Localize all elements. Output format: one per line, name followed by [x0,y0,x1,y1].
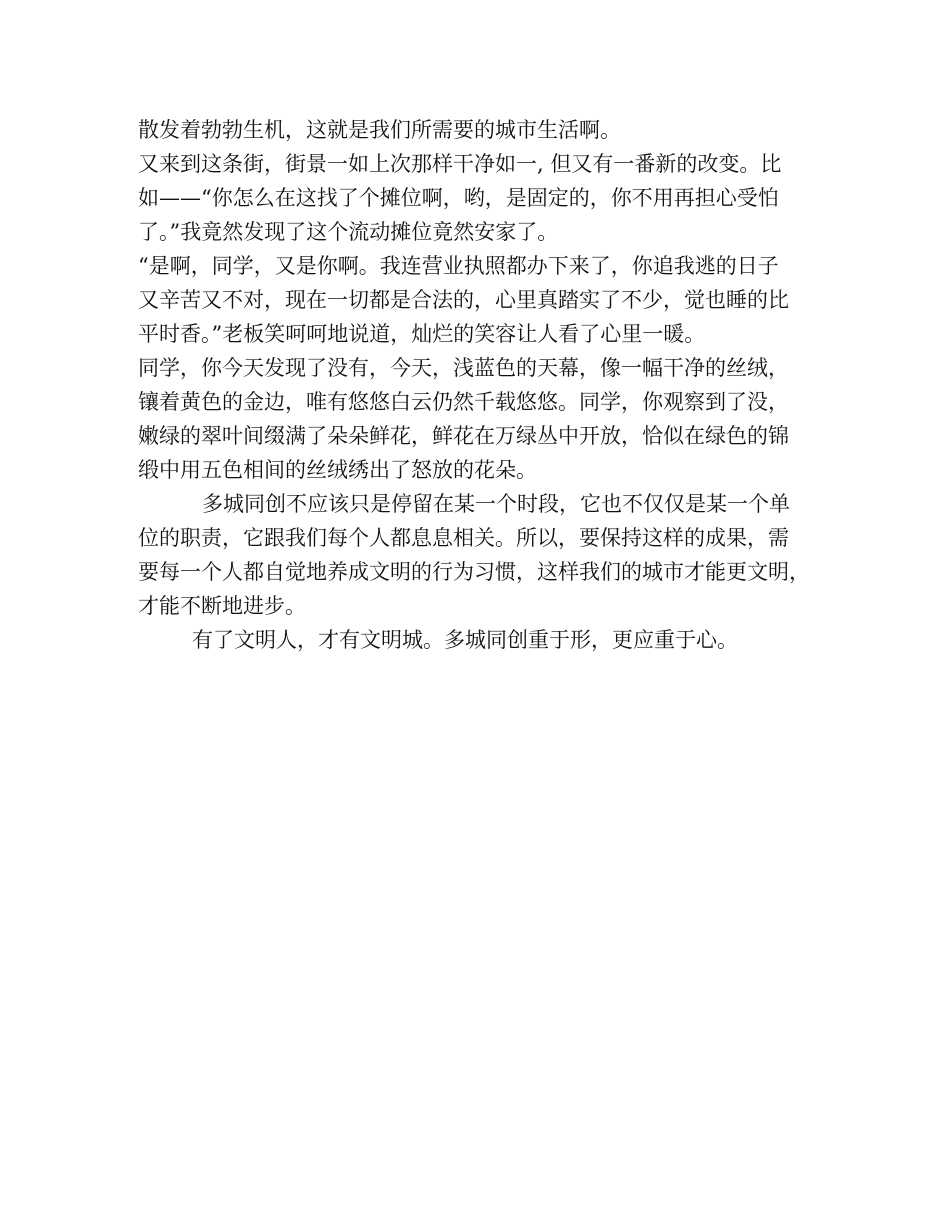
text-line: 如——“你怎么在这找了个摊位啊，哟，是固定的，你不用再担心受怕 [138,186,779,210]
text-line: 缎中用五色相间的丝绒绣出了怒放的花朵。 [138,458,537,482]
text-line: 同学，你今天发现了没有，今天，浅蓝色的天幕，像一幅干净的丝绒， [138,356,789,380]
text-line: 镶着黄色的金边，唯有悠悠白云仍然千载悠悠。同学，你观察到了没， [138,390,789,414]
text-line: 平时香。”老板笑呵呵地说道，灿烂的笑容让人看了心里一暖。 [138,322,706,346]
text-line: 又辛苦又不对，现在一切都是合法的，心里真踏实了不少，觉也睡的比 [138,288,789,312]
text-line: 又来到这条街，街景一如上次那样干净如一, 但又有一番新的改变。比 [138,152,782,176]
text-line: 要每一个人都自觉地养成文明的行为习惯，这样我们的城市才能更文明， [138,560,810,584]
text-line: 位的职责，它跟我们每个人都息息相关。所以，要保持这样的成果，需 [138,526,789,550]
document-body [138,113,838,657]
text-line: 嫩绿的翠叶间缀满了朵朵鲜花，鲜花在万绿丛中开放，恰似在绿色的锦 [138,424,789,448]
text-line: 才能不断地进步。 [138,594,306,618]
text-line: 了。”我竟然发现了这个流动摊位竟然安家了。 [138,220,559,244]
text-line: 散发着勃勃生机，这就是我们所需要的城市生活啊。 [138,118,621,142]
closing-line: 有了文明人，才有文明城。多城同创重于形，更应重于心。 [192,628,738,652]
paragraph-start-line: 多城同创不应该只是停留在某一个时段，它也不仅仅是某一个单 [202,492,790,516]
text-line: “是啊，同学，又是你啊。我连营业执照都办下来了，你追我逃的日子 [138,254,779,278]
